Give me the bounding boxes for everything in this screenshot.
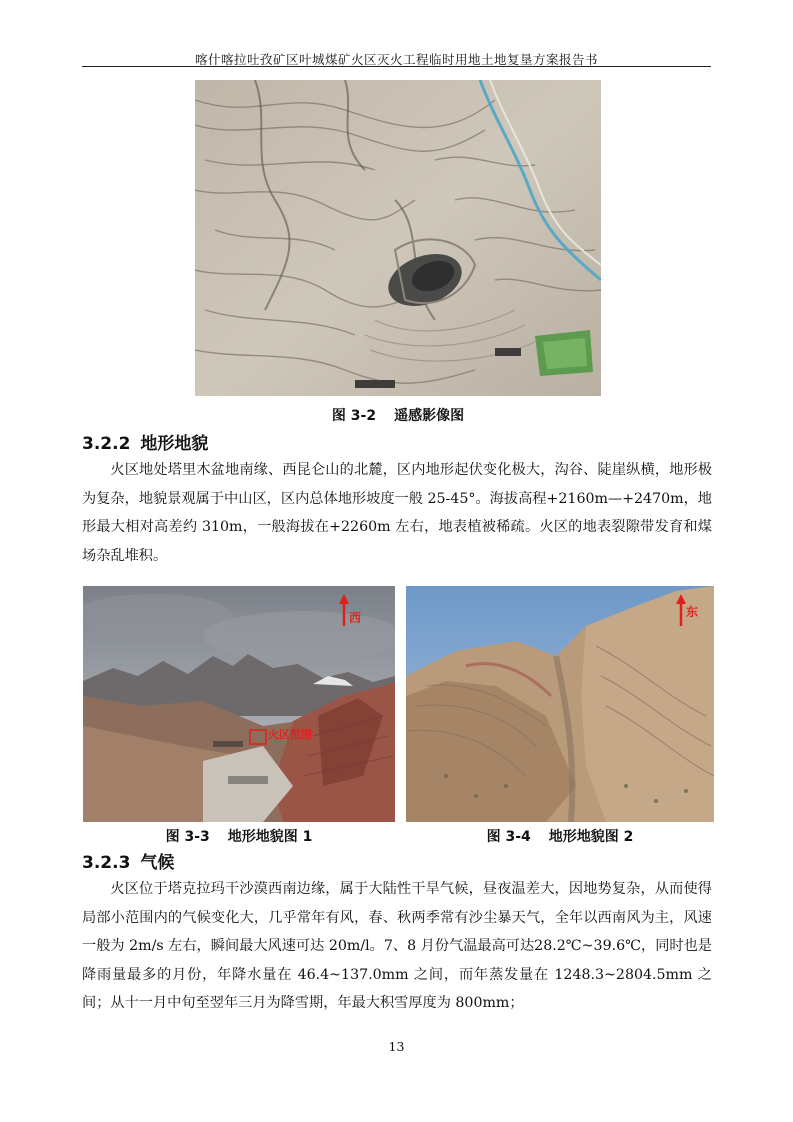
figure-number: 图 3-3: [165, 829, 210, 845]
page-number: 13: [388, 1039, 405, 1054]
direction-label-west: 西: [349, 611, 362, 625]
section-3-2-3-body: [82, 875, 712, 1018]
header-divider: [82, 66, 711, 67]
fire-zone-annotation: 火区范围: [268, 728, 312, 741]
section-title: 地形地貌: [140, 434, 209, 454]
terrain-photo-2: [406, 586, 714, 822]
direction-label-east: 东: [686, 605, 699, 619]
figure-number: 图 3-2: [331, 408, 377, 424]
figure-title: 遥感影像图: [394, 408, 465, 424]
section-heading-3-2-3: [82, 848, 174, 873]
paragraph: 火区地处塔里木盆地南缘、西昆仑山的北麓，区内地形起伏变化极大，沟谷、陡崖纵横，地形极为复杂，地貌景观属于中山区，区内总体地形坡度一般 25-45°。海拔高程+2160m—+2470m，地形最大相对高差约 310m，一般海拔在+2260m 左右，地表植被稀疏。火区的地表裂隙带发育和煤场杂乱堆积。: [82, 462, 712, 564]
page-header-title: 喀什喀拉吐孜矿区叶城煤矿火区灭火工程临时用地土地复垦方案报告书: [194, 52, 598, 67]
section-title: 气候: [140, 853, 175, 873]
terrain-photo-1: [83, 586, 395, 822]
section-heading-3-2-2: [82, 429, 208, 454]
figure-3-3-caption: [83, 826, 395, 846]
remote-sensing-image: [195, 80, 601, 396]
figure-3-2-caption: [195, 405, 601, 425]
paragraph: 火区位于塔克拉玛干沙漠西南边缘，属于大陆性干旱气候，昼夜温差大，因地势复杂，从而使得局部小范围内的气候变化大，几乎常年有风，春、秋两季常有沙尘暴天气，全年以西南风为主，风速一般为 2m/s 左右，瞬间最大风速可达 20m/l。7、8 月份气温最高可达28.2℃~39.6℃，同时也是降雨量最多的月份，年降水量在 46.4~137.0mm 之间，而年蒸发量在 1248.3~2804.5mm 之间；从十一月中旬至翌年三月为降雪期，年最大积雪厚度为 800mm；: [82, 881, 712, 1011]
section-3-2-2-body: [82, 456, 712, 570]
figure-number: 图 3-4: [486, 829, 531, 845]
figure-title: 地形地貌图 2: [548, 829, 634, 845]
figure-title: 地形地貌图 1: [227, 829, 313, 845]
figure-3-4-caption: [406, 826, 714, 846]
section-number: 3.2.2: [82, 434, 131, 454]
section-number: 3.2.3: [82, 853, 131, 873]
